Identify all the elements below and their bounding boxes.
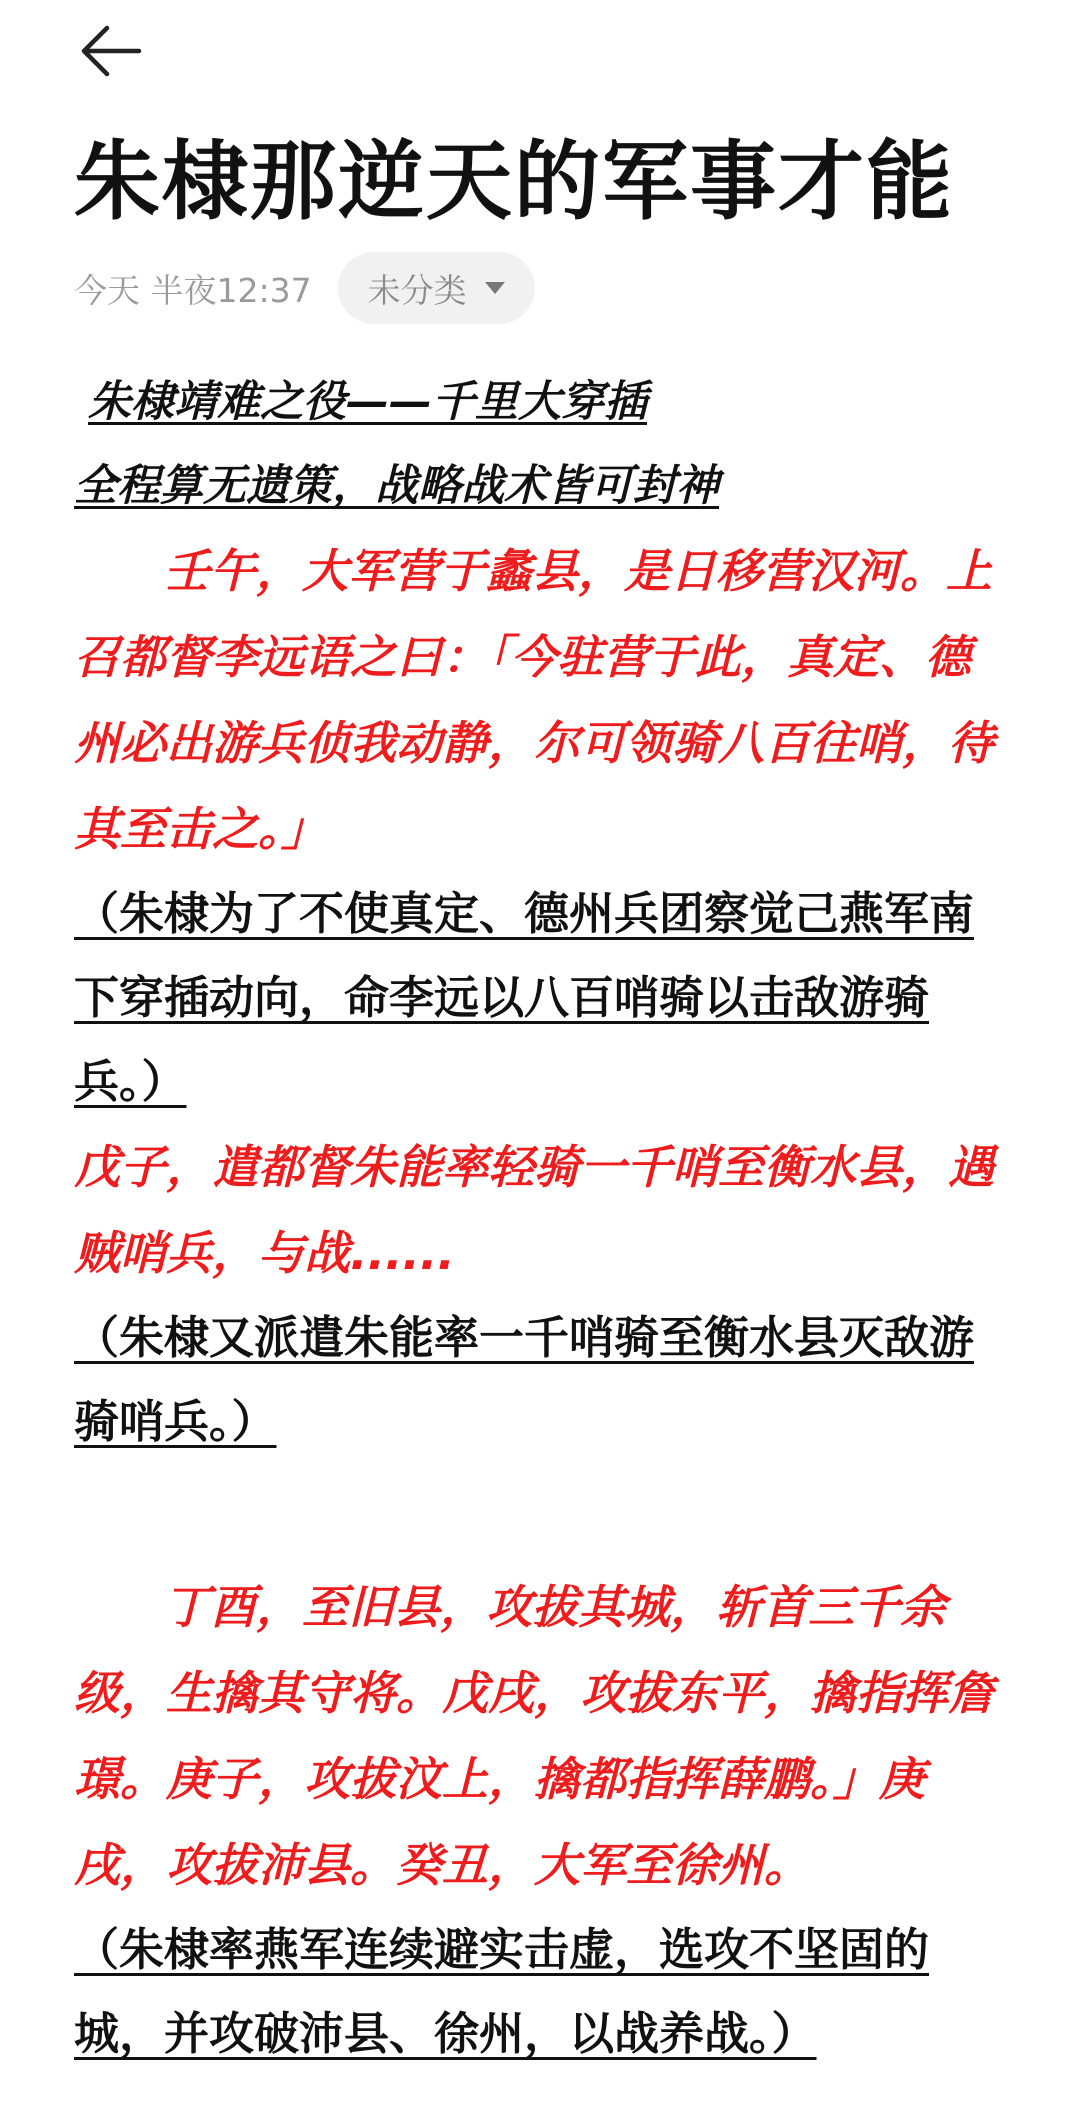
note-paragraph-3: （朱棣率燕军连续避实击虚，选攻不坚固的城，并攻破沛县、徐州，以战养战。） [74,1923,930,2060]
category-dropdown[interactable] [338,252,535,324]
triangle-down-icon [485,282,505,294]
quote-paragraph-1: 壬午，大军营于蠡县，是日移营汉河。上召都督李远语之曰：「今驻营于此，真定、德州必出游兵侦我动静，尔可领骑八百往哨，待其至击之。」 [74,544,994,856]
arrow-left-icon [79,23,143,79]
category-label: 未分类 [367,270,467,310]
note-paragraph-2: （朱棣又派遣朱能率一千哨骑至衡水县灭敌游骑哨兵。） [74,1311,975,1448]
quote-paragraph-3: 丁酉，至旧县，攻拔其城，斩首三千余级，生擒其守将。戊戌，攻拔东平，擒指挥詹璟。庚子，攻拔汶上，擒都指挥薛鹏。」庚戌，攻拔沛县。癸丑，大军至徐州。 [74,1580,994,1892]
article-heading: 朱棣靖难之役——千里大穿插 [88,377,647,427]
timestamp: 今天 半夜12:37 [74,270,312,310]
note-title[interactable]: 朱棣那逆天的军事才能 [74,132,954,232]
article-subheading: 全程算无遗策，战略战术皆可封神 [74,461,719,511]
back-button[interactable] [74,14,148,88]
quote-paragraph-2: 戊子，遣都督朱能率轻骑一千哨至衡水县，遇贼哨兵，与战...... [74,1140,994,1280]
note-paragraph-1: （朱棣为了不使真定、德州兵团察觉己燕军南下穿插动向，命李远以八百哨骑以击敌游骑兵。） [74,887,975,1108]
blank-line [74,1464,1004,1564]
note-body[interactable] [74,360,1004,2076]
note-meta [74,250,535,326]
